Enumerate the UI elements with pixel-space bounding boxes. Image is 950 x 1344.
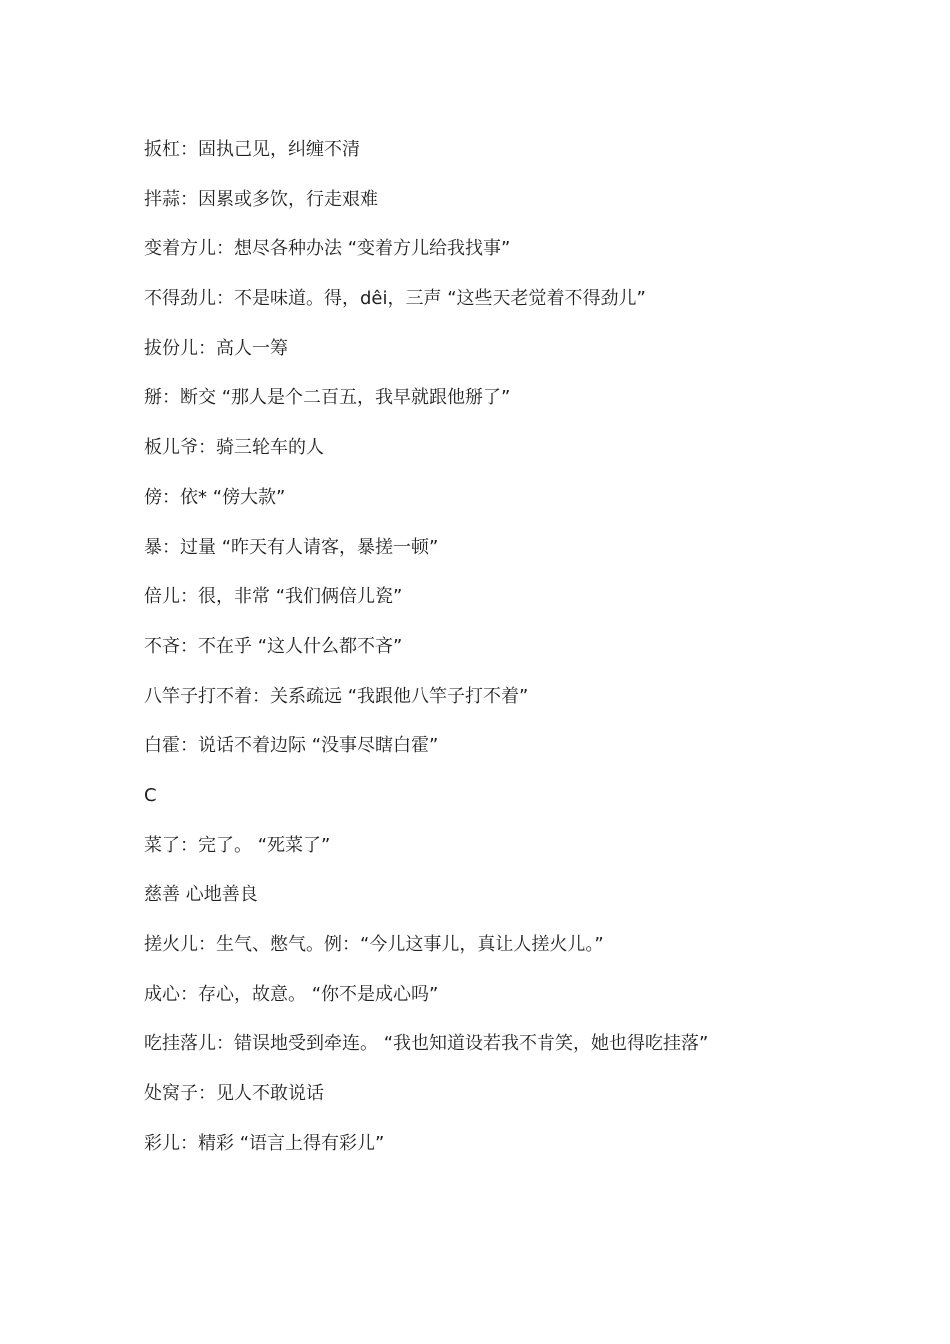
list-item: 处窝子：见人不敢说话 [144, 1083, 324, 1105]
list-item: 扳杠：固执己见，纠缠不清 [144, 139, 360, 160]
dialect-entry-list [144, 137, 904, 1180]
list-item: 拌蒜：因累或多饮，行走艰难 [144, 188, 378, 210]
list-item: 彩儿：精彩 “语言上得有彩儿” [144, 1132, 385, 1154]
list-item: 掰：断交 “那人是个二百五，我早就跟他掰了” [144, 387, 511, 409]
list-item: 板儿爷：骑三轮车的人 [144, 437, 324, 459]
list-item: 搓火儿：生气、憋气。例：“今儿这事儿，真让人搓火儿。” [144, 934, 604, 955]
list-item: 傍：依* “傍大款” [144, 486, 286, 508]
list-item: 八竿子打不着：关系疏远 “我跟他八竿子打不着” [144, 685, 529, 707]
list-item: 不得劲儿：不是味道。得，dêi，三声 “这些天老觉着不得劲儿” [144, 288, 646, 310]
list-item: 白霍：说话不着边际 “没事尽瞎白霍” [144, 735, 439, 757]
list-item: 吃挂落儿：错误地受到牵连。 “我也知道设若我不肯笑，她也得吃挂落” [144, 1033, 709, 1055]
section-letter-heading: C [144, 784, 157, 806]
list-item: 暴：过量 “昨天有人请客，暴搓一顿” [144, 536, 439, 558]
list-item: 菜了：完了。 “死菜了” [144, 834, 331, 856]
list-item: 拔份儿：高人一筹 [144, 337, 288, 359]
list-item: 变着方儿：想尽各种办法 “变着方儿给我找事” [144, 238, 511, 260]
list-item: 成心：存心，故意。 “你不是成心吗” [144, 983, 439, 1005]
list-item: 倍儿：很，非常 “我们俩倍儿瓷” [144, 586, 403, 608]
list-item: 不吝：不在乎 “这人什么都不吝” [144, 635, 403, 657]
list-item: 慈善 心地善良 [144, 884, 258, 906]
